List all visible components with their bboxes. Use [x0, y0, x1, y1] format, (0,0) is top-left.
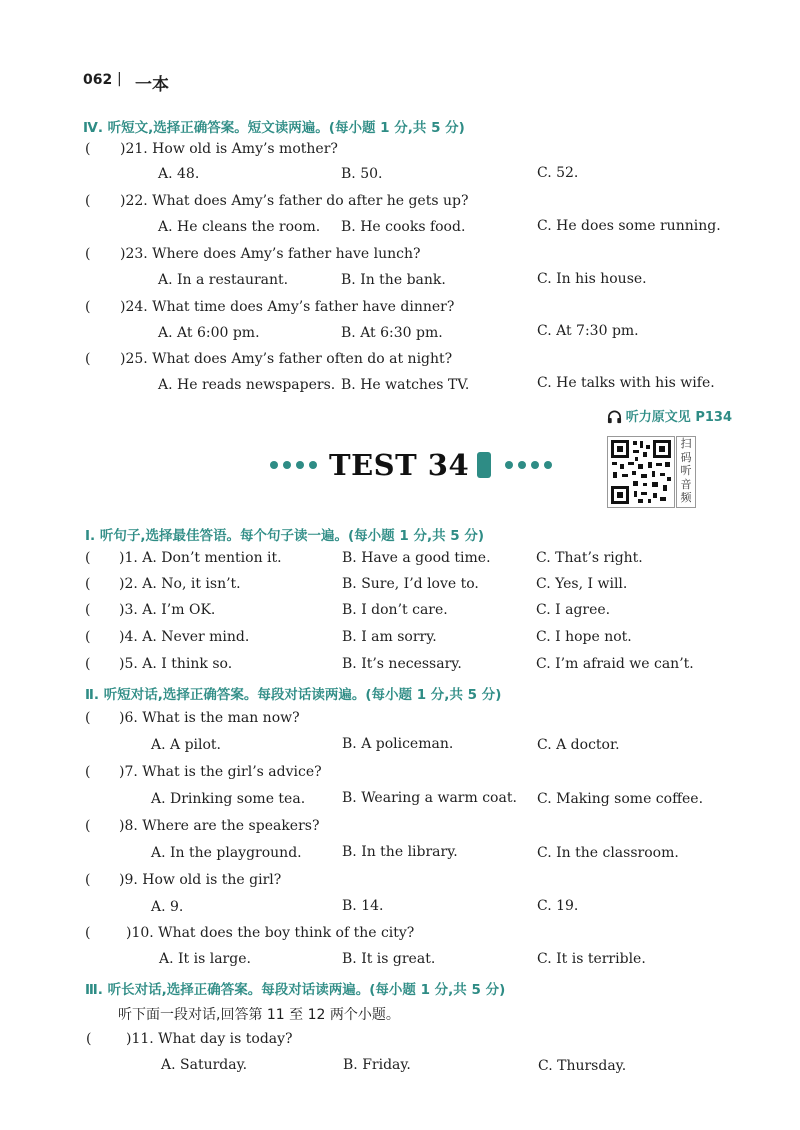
- question-stem: )21. How old is Amy’s mother?: [120, 141, 338, 157]
- option-c: C. Yes, I will.: [536, 576, 628, 592]
- option-a: A. At 6:00 pm.: [158, 325, 260, 341]
- part1-heading: Ⅰ. 听句子,选择最佳答语。每个句子读一遍。(每小题 1 分,共 5 分): [85, 528, 485, 544]
- qr-code[interactable]: [607, 436, 675, 508]
- listening-reference[interactable]: [607, 406, 732, 425]
- brand-logo: 一本: [135, 75, 169, 95]
- part2-heading: Ⅱ. 听短对话,选择正确答案。每段对话读两遍。(每小题 1 分,共 5 分): [85, 687, 502, 703]
- option-b: B. Have a good time.: [342, 550, 491, 566]
- answer-paren[interactable]: (: [85, 246, 91, 262]
- option-b: B. A policeman.: [342, 736, 454, 752]
- headphones-icon: [607, 410, 622, 424]
- answer-paren[interactable]: (: [85, 602, 91, 618]
- option-a: )4. A. Never mind.: [119, 629, 250, 645]
- option-b: B. 50.: [341, 166, 383, 182]
- option-a: A. In a restaurant.: [158, 272, 289, 288]
- option-a: )2. A. No, it isn’t.: [119, 576, 241, 592]
- option-b: B. It is great.: [342, 951, 436, 967]
- option-b: B. I am sorry.: [342, 629, 437, 645]
- page-number: 062: [83, 72, 113, 88]
- answer-paren[interactable]: (: [85, 925, 91, 941]
- option-c: C. At 7:30 pm.: [537, 323, 639, 339]
- test-tag-badge: [477, 452, 491, 478]
- option-c: C. In his house.: [537, 271, 647, 287]
- answer-paren[interactable]: (: [85, 629, 91, 645]
- option-c: C. I agree.: [536, 602, 611, 618]
- question-stem: )7. What is the girl’s advice?: [119, 764, 322, 780]
- answer-paren[interactable]: (: [85, 141, 91, 157]
- option-c: C. A doctor.: [537, 737, 620, 753]
- answer-paren[interactable]: (: [85, 351, 91, 367]
- option-c: C. In the classroom.: [537, 845, 679, 861]
- header-separator: |: [117, 71, 122, 87]
- part3-heading: Ⅲ. 听长对话,选择正确答案。每段对话读两遍。(每小题 1 分,共 5 分): [85, 982, 506, 998]
- option-c: C. Thursday.: [538, 1058, 627, 1074]
- option-a: A. Saturday.: [161, 1057, 248, 1073]
- option-a: A. Drinking some tea.: [151, 791, 306, 807]
- answer-paren[interactable]: (: [86, 1031, 92, 1047]
- option-a: A. 9.: [151, 899, 184, 915]
- qr-label: 扫码听音频: [676, 436, 696, 508]
- question-stem: )23. Where does Amy’s father have lunch?: [120, 246, 421, 262]
- option-c: C. I’m afraid we can’t.: [536, 656, 694, 672]
- option-b: B. In the bank.: [341, 272, 446, 288]
- option-a: A. A pilot.: [151, 737, 221, 753]
- option-b: B. Friday.: [343, 1057, 411, 1073]
- option-a: )3. A. I’m OK.: [119, 602, 216, 618]
- option-c: C. It is terrible.: [537, 951, 646, 967]
- option-a: A. It is large.: [159, 951, 251, 967]
- option-c: C. Making some coffee.: [537, 791, 704, 807]
- answer-paren[interactable]: (: [85, 872, 91, 888]
- question-stem: )11. What day is today?: [126, 1031, 293, 1047]
- option-a: )1. A. Don’t mention it.: [119, 550, 282, 566]
- option-c: C. 52.: [537, 165, 579, 181]
- option-a: )5. A. I think so.: [119, 656, 233, 672]
- option-a: A. He cleans the room.: [158, 219, 321, 235]
- section4-heading: Ⅳ. 听短文,选择正确答案。短文读两遍。(每小题 1 分,共 5 分): [83, 120, 465, 136]
- test-title-block: [270, 448, 552, 482]
- question-stem: )8. Where are the speakers?: [119, 818, 320, 834]
- option-c: C. He talks with his wife.: [537, 375, 715, 391]
- test-title: TEST 34: [329, 448, 470, 482]
- question-stem: )6. What is the man now?: [119, 710, 300, 726]
- option-b: B. Wearing a warm coat.: [342, 790, 517, 806]
- option-b: B. I don’t care.: [342, 602, 448, 618]
- answer-paren[interactable]: (: [85, 299, 91, 315]
- left-dots: [270, 461, 317, 469]
- answer-paren[interactable]: (: [85, 550, 91, 566]
- option-c: C. He does some running.: [537, 218, 721, 234]
- option-c: C. I hope not.: [536, 629, 632, 645]
- option-b: B. 14.: [342, 898, 384, 914]
- option-b: B. It’s necessary.: [342, 656, 462, 672]
- option-c: C. 19.: [537, 898, 579, 914]
- listening-reference-text: 听力原文见 P134: [625, 410, 732, 425]
- option-c: C. That’s right.: [536, 550, 643, 566]
- option-b: B. He watches TV.: [341, 377, 470, 393]
- option-b: B. Sure, I’d love to.: [342, 576, 479, 592]
- option-a: A. He reads newspapers.: [158, 377, 336, 393]
- option-a: A. In the playground.: [151, 845, 302, 861]
- answer-paren[interactable]: (: [85, 818, 91, 834]
- question-stem: )22. What does Amy’s father do after he gets up?: [120, 193, 469, 209]
- part3-intro: 听下面一段对话,回答第 11 至 12 两个小题。: [118, 1007, 400, 1023]
- answer-paren[interactable]: (: [85, 193, 91, 209]
- question-stem: )25. What does Amy’s father often do at night?: [120, 351, 453, 367]
- answer-paren[interactable]: (: [85, 710, 91, 726]
- question-stem: )10. What does the boy think of the city?: [126, 925, 415, 941]
- qr-code-icon: [608, 437, 674, 507]
- answer-paren[interactable]: (: [85, 764, 91, 780]
- answer-paren[interactable]: (: [85, 576, 91, 592]
- question-stem: )24. What time does Amy’s father have dinner?: [120, 299, 455, 315]
- answer-paren[interactable]: (: [85, 656, 91, 672]
- right-dots: [505, 461, 552, 469]
- question-stem: )9. How old is the girl?: [119, 872, 282, 888]
- option-b: B. He cooks food.: [341, 219, 466, 235]
- option-a: A. 48.: [158, 166, 200, 182]
- option-b: B. At 6:30 pm.: [341, 325, 443, 341]
- option-b: B. In the library.: [342, 844, 458, 860]
